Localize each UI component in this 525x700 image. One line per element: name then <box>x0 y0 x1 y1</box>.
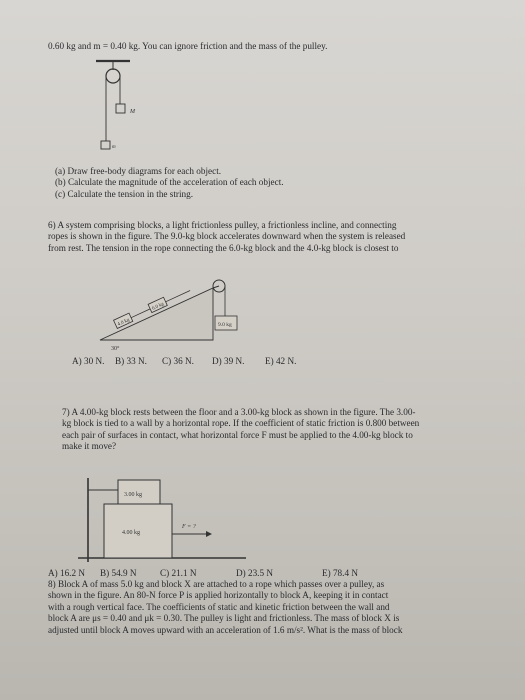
q6-choice-e[interactable]: E) 42 N. <box>265 356 297 366</box>
rope-4-6 <box>131 309 150 318</box>
q7-choice-e[interactable]: E) 78.4 N <box>322 568 358 578</box>
q8-text <box>48 579 402 636</box>
q8-line: with a rough vertical face. The coefficients of static and kinetic friction between the wall and <box>48 601 390 612</box>
q6-choice-b[interactable]: B) 33 N. <box>115 356 147 366</box>
force-label: F = ? <box>182 524 196 530</box>
q7-choice-d[interactable]: D) 23.5 N <box>236 568 274 578</box>
q6-choice-d[interactable]: D) 39 N. <box>212 356 245 366</box>
q6-text <box>48 220 405 254</box>
q7-choice-c[interactable]: C) 21.1 N <box>160 568 197 578</box>
q7-line: 7) A 4.00-kg block rests between the floor and a 3.00-kg block as shown in the figure. The 3.00- <box>62 407 416 417</box>
part-a: (a) Draw free-body diagrams for each object. <box>55 166 222 176</box>
q8-line: block A are μs = 0.40 and μk = 0.30. The pulley is light and frictionless. The mass of block X is <box>48 613 400 624</box>
block-3kg-label: 3.00 kg <box>124 492 142 498</box>
block-4kg-label: 4.0 kg <box>117 317 131 328</box>
q7-line: kg block is tied to a wall by a horizontal rope. If the coefficient of static friction is 0.800 between <box>62 418 420 429</box>
q6-line: 6) A system comprising blocks, a light frictionless pulley, a frictionless incline, and connecting <box>48 220 397 230</box>
block-9kg-label: 9.0 kg <box>218 322 232 328</box>
incline-figure <box>95 278 270 356</box>
q6-choice-c[interactable]: C) 36 N. <box>162 356 194 366</box>
q7-text <box>62 407 419 453</box>
block-M-label: M <box>130 109 135 115</box>
stacked-blocks-figure <box>78 466 248 566</box>
pulley-figure <box>90 58 160 168</box>
block-m <box>101 141 110 149</box>
block-m-label: m <box>112 145 116 150</box>
q8-line: 8) Block A of mass 5.0 kg and block X are attached to a rope which passes over a pulley, as <box>48 579 385 589</box>
block-4kg-floor-label: 4.00 kg <box>122 530 140 536</box>
part-c: (c) Calculate the tension in the string. <box>55 188 194 199</box>
q7-line: make it move? <box>62 441 117 452</box>
pulley-bracket <box>213 286 219 288</box>
q8-line: adjusted until block A moves upward with an acceleration of 1.6 m/s². What is the mass of block <box>48 624 403 635</box>
parts-list <box>55 166 284 200</box>
q7-choice-b[interactable]: B) 54.9 N <box>100 568 137 578</box>
q8-line: shown in the figure. An 80-N force P is applied horizontally to block A, keeping it in contact <box>48 590 389 601</box>
q7-choice-a[interactable]: A) 16.2 N <box>48 568 86 578</box>
q6-choice-a[interactable]: A) 30 N. <box>72 356 105 366</box>
incline-angle: 30° <box>111 346 120 352</box>
block-M <box>116 104 125 113</box>
pulley-wheel <box>106 69 120 83</box>
force-arrowhead <box>206 531 212 537</box>
block-6kg-label: 6.0 kg <box>151 301 166 312</box>
intro-line: 0.60 kg and m = 0.40 kg. You can ignore friction and the mass of the pulley. <box>48 41 328 51</box>
q6-line: from rest. The tension in the rope connecting the 6.0-kg block and the 4.0-kg block is closest to <box>48 242 399 253</box>
part-b: (b) Calculate the magnitude of the acceleration of each object. <box>55 177 284 188</box>
q6-line: ropes is shown in the figure. The 9.0-kg block accelerates downward when the system is released <box>48 231 406 242</box>
q7-line: each pair of surfaces in contact, what horizontal force F must be applied to the 4.00-kg block to <box>62 429 413 440</box>
incline-wedge <box>100 288 213 340</box>
